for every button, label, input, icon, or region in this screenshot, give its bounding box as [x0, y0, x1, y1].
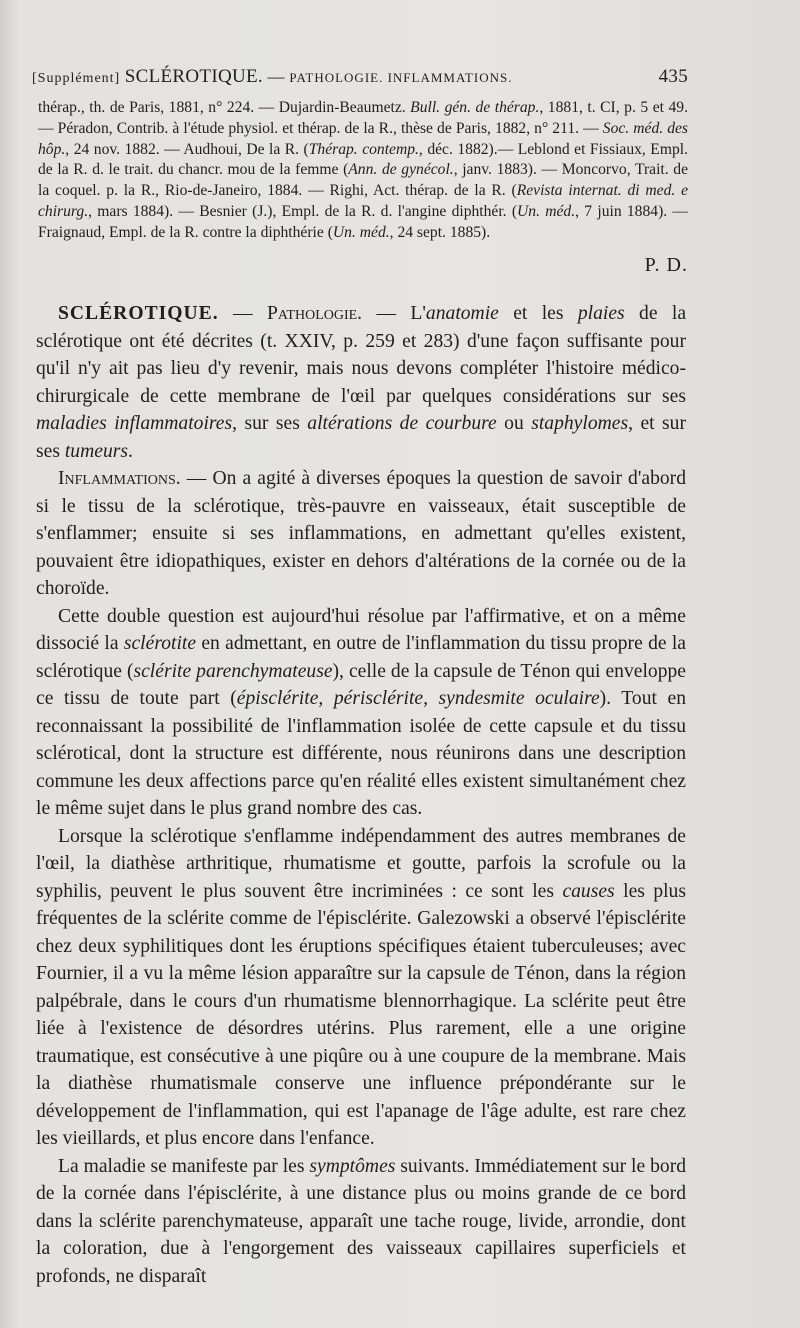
paragraph-text: , et sur ses — [36, 413, 686, 462]
section-label: Inflammations. — [58, 468, 181, 489]
paragraph-text: ). Tout en reconnaissant la possibilité de l'inflammation isolée de cette capsule et du tissu sclérotical, dont la structure est différente, nous réunirons dans une description commune les deux affections parce qu'en réalité elles existent simultanément chez le même sujet dans le plus grand nombre des cas. — [36, 688, 686, 819]
biblio-text: , 1881, t. CI, p. 5 et 49. — Péradon, Contrib. à l'étude physiol. et thérap. de la R., thèse de Paris, 1882, n° 211. — — [38, 99, 688, 137]
biblio-text: thérap., th. de Paris, 1881, n° 224. — Dujardin-Beaumetz. — [38, 99, 411, 116]
paragraph — [36, 465, 686, 603]
paragraph-text: La maladie se manifeste par les — [58, 1155, 310, 1177]
paragraph — [36, 1153, 686, 1291]
paragraph-text: Cette double question est aujourd'hui résolue par l'affirmative, et on a même dissocié la — [36, 605, 686, 654]
paragraph-text: ou — [496, 413, 532, 434]
header-title: SCLÉROTIQUE. — [124, 66, 263, 87]
header-dash: — — [267, 67, 285, 86]
paragraph-text: en admettant, en outre de l'inflammation du tissu propre de la sclérotique ( — [36, 633, 686, 682]
biblio-title: Soc. méd. des hôp. — [38, 119, 689, 158]
emphasis-text: staphylomes — [531, 413, 629, 434]
paragraph — [36, 603, 686, 823]
paragraph-text: — L' — [362, 303, 426, 324]
biblio-title: Revista internat. di med. e chirurg. — [38, 182, 688, 220]
biblio-title: Un. méd. — [517, 202, 576, 220]
paragraph-text: — On a agité à diverses époques la question de savoir d'abord si le tissu de la sclérotique, très-pauvre en vaisseaux, était susceptible de s'enflammer; ensuite si ses inflammations, en admettant qu'elles existent, pouvaient être idiopathiques, exister en dehors d'altérations de la cornée ou de la choroïde. — [36, 468, 686, 599]
paragraph-text: ), celle de la capsule de Ténon qui enveloppe ce tissu de toute part ( — [36, 660, 686, 709]
biblio-text: , mars 1884). — Besnier (J.), Empl. de la R. d. l'angine diphthér. ( — [88, 202, 518, 220]
header-supplement: [Supplément] — [32, 71, 121, 86]
header-left — [32, 66, 512, 88]
article-body — [36, 300, 686, 1290]
paragraph-text: Lorsque la sclérotique s'enflamme indépendamment des autres membranes de l'œil, la diathèse arthritique, rhumatisme et goutte, parfois la scrofule ou la syphilis, peuvent le plus souvent être incriminées : ce sont les — [36, 825, 686, 902]
emphasis-text: plaies — [577, 303, 625, 324]
emphasis-text: maladies inflammatoires — [36, 413, 233, 434]
page-number: 435 — [658, 66, 688, 87]
biblio-title: Bull. gén. de thérap. — [410, 99, 540, 116]
paragraph-text: — — [218, 303, 267, 324]
emphasis-text: causes — [562, 880, 615, 902]
paragraph-text: de la sclérotique ont été décrites (t. XXIV, p. 259 et 283) d'une façon suffisante pour qu'il n'y ait pas lieu d'y revenir, mais nous devons compléter l'histoire médico-chirurgicale de cette membrane de l'œil par quelques considérations sur ses — [36, 303, 687, 407]
emphasis-text: symptômes — [309, 1155, 396, 1177]
paragraph-text: , sur ses — [232, 413, 308, 434]
biblio-text: , déc. 1882).— Leblond et Fissiaux, Empl. de la R. d. le trait. du chancr. mou de la femme ( — [38, 140, 688, 179]
emphasis-text: tumeurs — [64, 440, 128, 462]
section-label: Pathologie. — [266, 303, 363, 324]
paragraph-text: suivants. Immédiatement sur le bord de la cornée dans l'épisclérite, à une distance plus ou moins grande de ce bord dans la sclérite parenchymateuse, apparaît une tache rouge, livide, arrondie, dont la coloration, due à l'engorgement des vaisseaux capillaires superficiels et profonds, ne disparaît — [36, 1155, 687, 1287]
paragraph-text: . — [128, 440, 133, 462]
biblio-text: , janv. 1883). — Moncorvo, Trait. de la coquel. p. la R., Rio-de-Janeiro, 1884. — Righi, Act. thérap. de la R. ( — [38, 161, 688, 200]
emphasis-text: anatomie — [425, 303, 499, 324]
biblio-title: Ann. de gynécol. — [348, 161, 454, 179]
biblio-text: , 24 sept. 1885). — [389, 223, 491, 241]
biblio-text: , 7 juin 1884). — Fraignaud, Empl. de la R. contre la diphthérie ( — [38, 202, 689, 241]
emphasis-text: altérations de courbure — [307, 413, 497, 434]
emphasis-text: sclérotite — [123, 633, 197, 654]
bibliography-block — [38, 98, 688, 244]
paragraph-text: et les — [498, 303, 578, 324]
author-signature: P. D. — [644, 254, 688, 276]
paragraph — [36, 823, 686, 1153]
header-section: PATHOLOGIE. INFLAMMATIONS. — [289, 70, 513, 85]
biblio-text: , 24 nov. 1882. — Audhoui, De la R. ( — [65, 140, 309, 158]
paragraph — [36, 300, 686, 465]
emphasis-text: sclérite parenchymateuse — [133, 660, 333, 682]
running-header — [32, 66, 688, 88]
biblio-title: Un. méd. — [332, 223, 390, 241]
article-title: SCLÉROTIQUE. — [58, 303, 219, 324]
biblio-title: Thérap. contemp. — [308, 140, 419, 158]
paragraph-text: les plus fréquentes de la sclérite comme de l'épisclérite. Galezowski a observé l'épisclérite chez deux syphilitiques dont les éruptions spécifiques étaient tuberculeuses; avec Fournier, il a vu la même lésion apparaître sur la capsule de Ténon, dans la région palpébrale, dans le cours d'un rhumatisme blennorrhagique. La sclérite peut être liée à l'existence de désordres utérins. Plus rarement, elle a une origine traumatique, est consécutive à une piqûre ou à une coupure de la membrane. Mais la diathèse rhumatismale conserve une influence prépondérante sur le développement de l'inflammation, qui est l'apanage de l'âge adulte, est rare chez les vieillards, et plus encore dans l'enfance. — [36, 880, 686, 1149]
emphasis-text: épisclérite, périsclérite, syndesmite oculaire — [236, 688, 600, 709]
